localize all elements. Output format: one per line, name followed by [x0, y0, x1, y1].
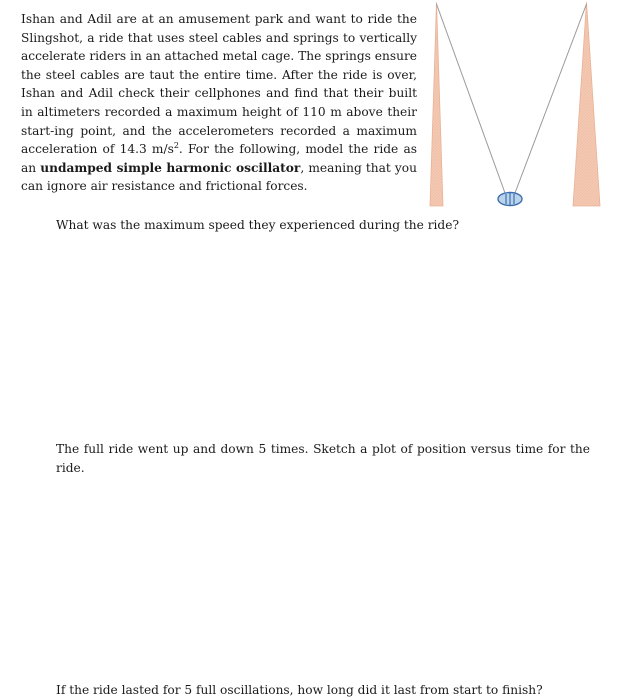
intro-text-2: . For the following, model the ride as an — [21, 142, 417, 175]
slingshot-ride-diagram — [428, 0, 604, 212]
left-cable — [437, 4, 506, 193]
question-sketch-plot: The full ride went up and down 5 times. Sketch a plot of position versus time for the ride. — [56, 442, 590, 475]
right-tower — [573, 2, 600, 206]
bold-term: undamped simple harmonic oscillator — [40, 160, 301, 175]
question-ride-duration: If the ride lasted for 5 full oscillations, how long did it last from start to finish? — [56, 683, 543, 697]
intro-text-1: Ishan and Adil are at an amusement park and want to ride the Slingshot, a ride that uses steel cables and springs to vertically accelerate riders in an attached metal cage. The springs ensure the steel cables are taut the entire time. After the ride is over, Ishan and Adil check their cellphones and find that their built in altimeters recorded a maximum height of 110 m above their start-ing point, and the accelerometers recorded a maximum acceleration of 14.3 m/s — [21, 12, 417, 157]
intro-text-3: , meaning that you can ignore air resistance and frictional forces. — [21, 160, 417, 194]
exponent: 2 — [173, 141, 179, 151]
left-tower — [430, 2, 443, 206]
problem-intro — [21, 10, 417, 196]
question-max-speed: What was the maximum speed they experienced during the ride? — [56, 218, 459, 232]
